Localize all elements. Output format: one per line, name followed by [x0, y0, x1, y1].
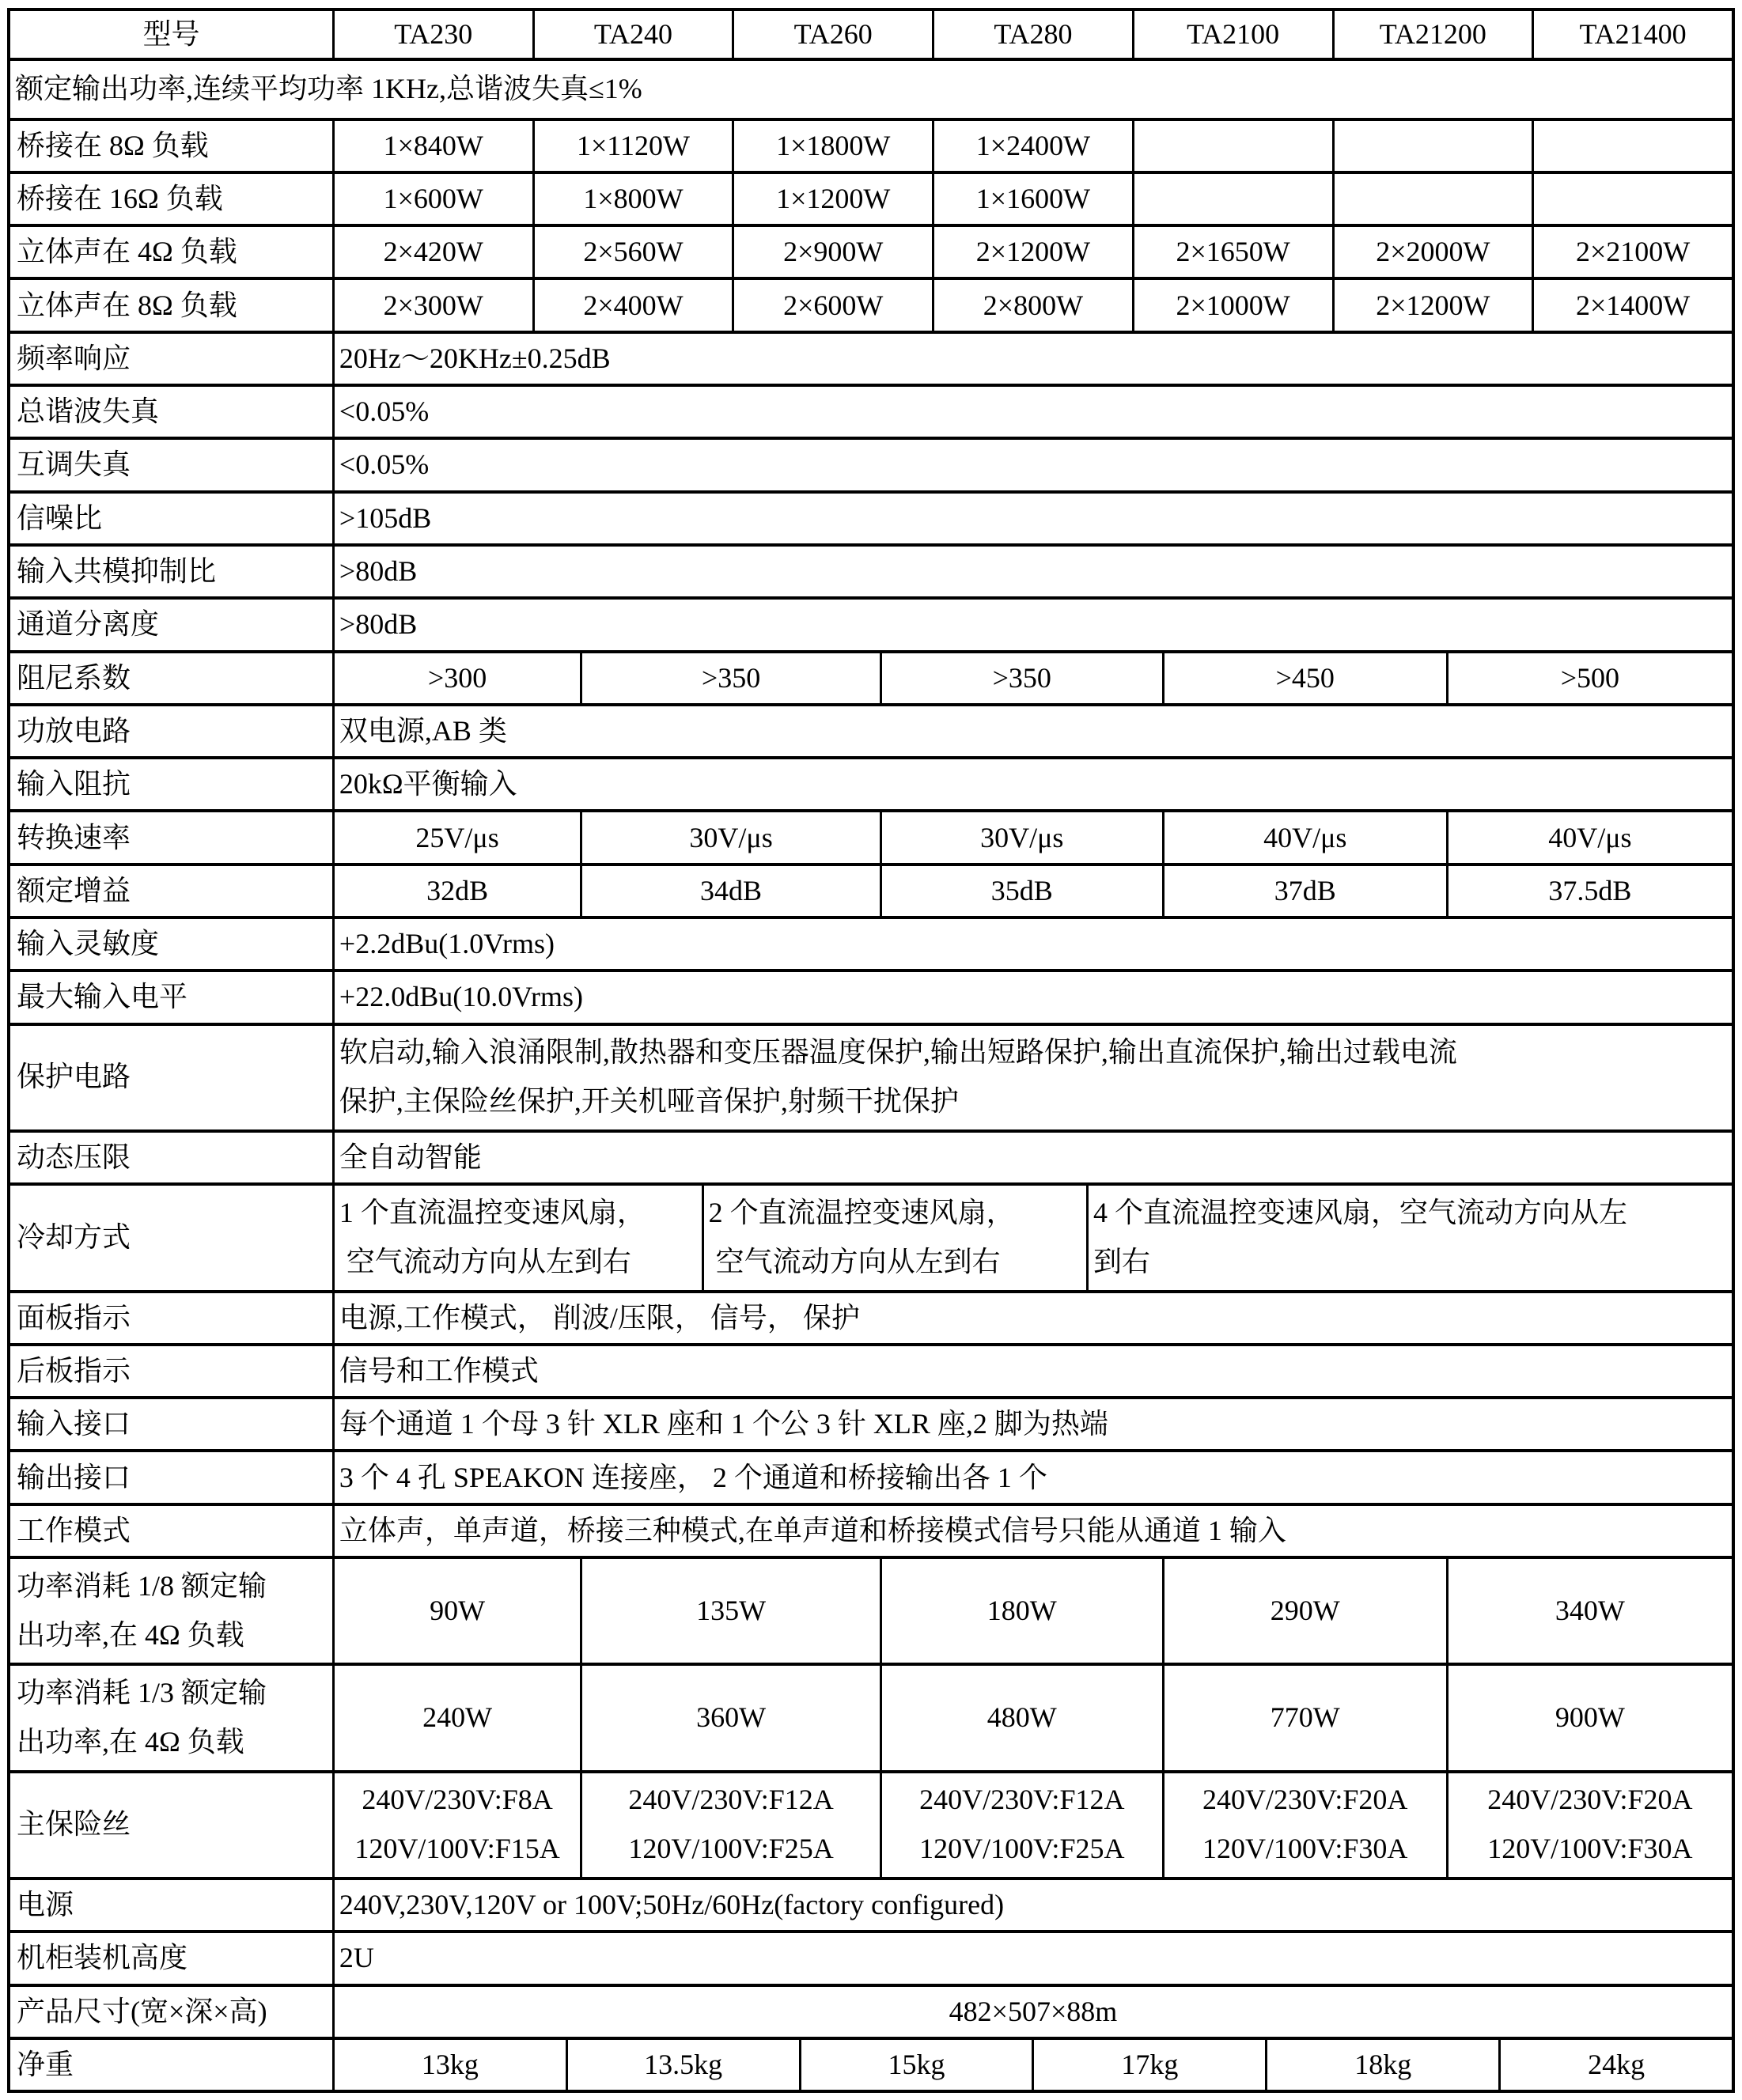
spec-value: 360W	[580, 1666, 880, 1769]
spec-value: 1×800W	[532, 174, 733, 224]
table-row	[10, 490, 1732, 543]
spec-value-line: 120V/100V:F30A	[1487, 1833, 1693, 1865]
row-label: 信噪比	[17, 501, 103, 534]
spec-value: 482×507×88m	[332, 1987, 1732, 2037]
table-row	[10, 1129, 1732, 1182]
spec-value-line: 120V/100V:F30A	[1202, 1833, 1408, 1865]
spec-value: >350	[880, 653, 1162, 703]
spec-value: 40V/μs	[1162, 812, 1446, 862]
spec-value-line: 空气流动方向从左到右	[708, 1245, 1001, 1277]
model-header: TA240	[532, 11, 733, 58]
spec-value: 15kg	[799, 2040, 1032, 2090]
spec-value: 信号和工作模式	[332, 1346, 1732, 1396]
spec-value: 20Hz～20KHz±0.25dB	[332, 334, 1732, 384]
spec-value: 2×1200W	[932, 227, 1132, 277]
spec-value: 240W	[332, 1666, 580, 1769]
table-row	[10, 756, 1732, 809]
row-label: 通道分离度	[17, 608, 160, 641]
table-row	[10, 384, 1732, 437]
spec-value-line: 到右	[1093, 1245, 1150, 1277]
table-row	[10, 1396, 1732, 1449]
row-label: 最大输入电平	[17, 981, 188, 1013]
row-label-line: 功率消耗 1/8 额定输	[17, 1569, 267, 1602]
spec-value: 340W	[1446, 1559, 1732, 1663]
spec-value: 2×420W	[332, 227, 532, 277]
spec-table	[7, 8, 1735, 2093]
table-row	[10, 703, 1732, 756]
table-row	[10, 596, 1732, 649]
spec-value: 30V/μs	[580, 812, 880, 862]
row-label: 冷却方式	[17, 1220, 131, 1253]
spec-value: 1×1200W	[732, 174, 932, 224]
spec-value	[1532, 121, 1732, 171]
spec-value: +2.2dBu(1.0Vrms)	[332, 919, 1732, 969]
model-header: TA21400	[1532, 11, 1732, 58]
row-label: 额定增益	[17, 874, 131, 906]
table-row	[10, 437, 1732, 490]
table-row	[10, 1503, 1732, 1556]
spec-value	[1532, 174, 1732, 224]
spec-value: >500	[1446, 653, 1732, 703]
spec-value: 900W	[1446, 1666, 1732, 1769]
table-row	[10, 969, 1732, 1022]
row-label: 转换速率	[17, 821, 131, 853]
spec-value-line: 240V/230V:F20A	[1202, 1784, 1408, 1816]
table-row	[10, 277, 1732, 330]
spec-value: 2×400W	[532, 280, 733, 330]
spec-value: 2×560W	[532, 227, 733, 277]
spec-value: 2×1650W	[1132, 227, 1332, 277]
row-label-line: 出功率,在 4Ω 负载	[17, 1725, 244, 1758]
spec-value: 240V,230V,120V or 100V;50Hz/60Hz(factory configured)	[332, 1880, 1732, 1930]
row-label-line: 出功率,在 4Ω 负载	[17, 1618, 244, 1651]
row-label: 输入接口	[17, 1408, 131, 1440]
spec-value: 双电源,AB 类	[332, 706, 1732, 756]
spec-value	[1162, 1773, 1446, 1877]
table-row	[10, 1023, 1732, 1129]
spec-value-line: 4 个直流温控变速风扇，空气流动方向从左	[1093, 1196, 1627, 1228]
spec-value: 770W	[1162, 1666, 1446, 1769]
spec-value-line: 软启动,输入浪涌限制,散热器和变压器温度保护,输出短路保护,输出直流保护,输出过载电流	[339, 1036, 1457, 1069]
row-label: 立体声在 4Ω 负载	[17, 236, 237, 268]
row-label: 桥接在 8Ω 负载	[17, 129, 209, 161]
row-label: 桥接在 16Ω 负载	[17, 182, 223, 214]
row-label: 总谐波失真	[17, 395, 160, 428]
table-row	[10, 1930, 1732, 1983]
spec-value	[1132, 121, 1332, 171]
spec-value: 2×2000W	[1332, 227, 1532, 277]
header-row	[10, 11, 1732, 58]
spec-value-line: 240V/230V:F12A	[919, 1784, 1125, 1816]
model-header: TA21200	[1332, 11, 1532, 58]
spec-value-line: 2 个直流温控变速风扇，	[708, 1196, 1015, 1228]
spec-value	[1332, 174, 1532, 224]
spec-value: 37.5dB	[1446, 866, 1732, 916]
spec-value-line: 120V/100V:F15A	[354, 1833, 560, 1865]
spec-value: +22.0dBu(10.0Vrms)	[332, 972, 1732, 1022]
row-label-line: 功率消耗 1/3 额定输	[17, 1677, 267, 1709]
spec-value: 立体声，单声道，桥接三种模式,在单声道和桥接模式信号只能从通道 1 输入	[332, 1506, 1732, 1556]
row-label: 保护电路	[17, 1061, 131, 1093]
spec-value: 1×1120W	[532, 121, 733, 171]
spec-value: 13.5kg	[566, 2040, 799, 2090]
spec-value: 37dB	[1162, 866, 1446, 916]
table-row	[10, 118, 1732, 171]
model-label-header: 型号	[142, 18, 200, 51]
spec-value	[702, 1186, 1086, 1289]
table-row	[10, 1663, 1732, 1769]
spec-value: 1×600W	[332, 174, 532, 224]
model-header: TA260	[732, 11, 932, 58]
spec-value: 30V/μs	[880, 812, 1162, 862]
row-label: 功放电路	[17, 714, 131, 747]
spec-value: <0.05%	[332, 440, 1732, 490]
spec-value	[332, 1026, 1732, 1129]
row-label: 后板指示	[17, 1354, 131, 1387]
spec-value: 3 个 4 孔 SPEAKON 连接座， 2 个通道和桥接输出各 1 个	[332, 1452, 1732, 1502]
spec-value: 290W	[1162, 1559, 1446, 1663]
spec-value-line: 240V/230V:F20A	[1487, 1784, 1693, 1816]
row-label: 阻尼系数	[17, 661, 131, 694]
spec-value: 2×1200W	[1332, 280, 1532, 330]
spec-value: 25V/μs	[332, 812, 580, 862]
spec-value: >350	[580, 653, 880, 703]
spec-value	[1086, 1186, 1732, 1289]
model-header: TA280	[932, 11, 1132, 58]
table-row	[10, 650, 1732, 703]
spec-value: 1×1600W	[932, 174, 1132, 224]
table-row	[10, 1556, 1732, 1663]
table-row	[10, 809, 1732, 862]
table-row	[10, 2037, 1732, 2090]
row-label: 工作模式	[17, 1514, 131, 1546]
spec-value: >80dB	[332, 547, 1732, 596]
row-label: 电源	[17, 1889, 74, 1920]
row-label: 输入阻抗	[17, 768, 131, 800]
row-label: 频率响应	[17, 342, 131, 374]
spec-value: 180W	[880, 1559, 1162, 1663]
spec-value: 2×2100W	[1532, 227, 1732, 277]
spec-value: 2U	[332, 1933, 1732, 1983]
spec-value: 32dB	[332, 866, 580, 916]
row-label: 动态压限	[17, 1141, 131, 1174]
spec-value: 34dB	[580, 866, 880, 916]
spec-value: 13kg	[332, 2040, 566, 2090]
row-label: 主保险丝	[17, 1808, 131, 1841]
spec-value-line: 120V/100V:F25A	[628, 1833, 834, 1865]
row-label: 互调失真	[17, 448, 131, 481]
spec-value: 90W	[332, 1559, 580, 1663]
spec-value: 2×1000W	[1132, 280, 1332, 330]
table-row	[10, 331, 1732, 384]
spec-value	[1132, 174, 1332, 224]
spec-value-line: 240V/230V:F12A	[628, 1784, 834, 1816]
spec-value: 每个通道 1 个母 3 针 XLR 座和 1 个公 3 针 XLR 座,2 脚为热端	[332, 1399, 1732, 1449]
row-label: 净重	[17, 2048, 74, 2080]
spec-value-line: 1 个直流温控变速风扇，	[339, 1196, 646, 1228]
spec-value: 2×1400W	[1532, 280, 1732, 330]
table-row	[10, 1770, 1732, 1877]
spec-value-line: 空气流动方向从左到右	[339, 1245, 631, 1277]
row-label: 输出接口	[17, 1461, 131, 1493]
table-row	[10, 1984, 1732, 2037]
spec-value: 1×2400W	[932, 121, 1132, 171]
row-label: 产品尺寸(宽×深×高)	[17, 1995, 267, 2027]
spec-value: 20kΩ平衡输入	[332, 759, 1732, 809]
spec-value: 全自动智能	[332, 1133, 1732, 1182]
spec-value	[332, 1773, 580, 1877]
table-row	[10, 1877, 1732, 1930]
table-row	[10, 863, 1732, 916]
row-label: 输入共模抑制比	[17, 555, 217, 588]
table-row	[10, 543, 1732, 596]
table-row	[10, 1449, 1732, 1502]
spec-value: 480W	[880, 1666, 1162, 1769]
spec-value: 电源,工作模式， 削波/压限， 信号， 保护	[332, 1293, 1732, 1343]
spec-value	[332, 1186, 702, 1289]
row-label: 面板指示	[17, 1301, 131, 1334]
spec-value-line: 240V/230V:F8A	[362, 1784, 553, 1816]
row-label: 立体声在 8Ω 负载	[17, 289, 237, 321]
spec-value: 24kg	[1498, 2040, 1732, 2090]
spec-value-line: 保护,主保险丝保护,开关机哑音保护,射频干扰保护	[339, 1085, 959, 1118]
row-label: 机柜装机高度	[17, 1942, 188, 1974]
table-row	[10, 916, 1732, 969]
spec-value	[580, 1773, 880, 1877]
table-row	[10, 1290, 1732, 1343]
table-row	[10, 1343, 1732, 1396]
spec-value: <0.05%	[332, 387, 1732, 437]
spec-value	[880, 1773, 1162, 1877]
spec-value: 2×900W	[732, 227, 932, 277]
model-header: TA230	[332, 11, 532, 58]
spec-value: 2×300W	[332, 280, 532, 330]
spec-value: >300	[332, 653, 580, 703]
spec-value: 135W	[580, 1559, 880, 1663]
row-label: 输入灵敏度	[17, 928, 160, 960]
spec-value: >105dB	[332, 494, 1732, 543]
spec-value: 2×800W	[932, 280, 1132, 330]
spec-value: 1×1800W	[732, 121, 932, 171]
spec-value-line: 120V/100V:F25A	[919, 1833, 1125, 1865]
spec-value: >80dB	[332, 600, 1732, 649]
spec-value: 额定输出功率,连续平均功率 1KHz,总谐波失真≤1%	[15, 73, 642, 105]
spec-value	[1446, 1773, 1732, 1877]
table-row	[10, 58, 1732, 117]
spec-value: 1×840W	[332, 121, 532, 171]
model-header: TA2100	[1132, 11, 1332, 58]
table-row	[10, 224, 1732, 277]
spec-value: 35dB	[880, 866, 1162, 916]
spec-value: 40V/μs	[1446, 812, 1732, 862]
spec-value: >450	[1162, 653, 1446, 703]
spec-value: 18kg	[1265, 2040, 1498, 2090]
row-label	[10, 1666, 332, 1769]
spec-value: 17kg	[1032, 2040, 1265, 2090]
spec-value	[1332, 121, 1532, 171]
table-row	[10, 171, 1732, 224]
table-row	[10, 1182, 1732, 1289]
spec-value: 2×600W	[732, 280, 932, 330]
row-label	[10, 1559, 332, 1663]
